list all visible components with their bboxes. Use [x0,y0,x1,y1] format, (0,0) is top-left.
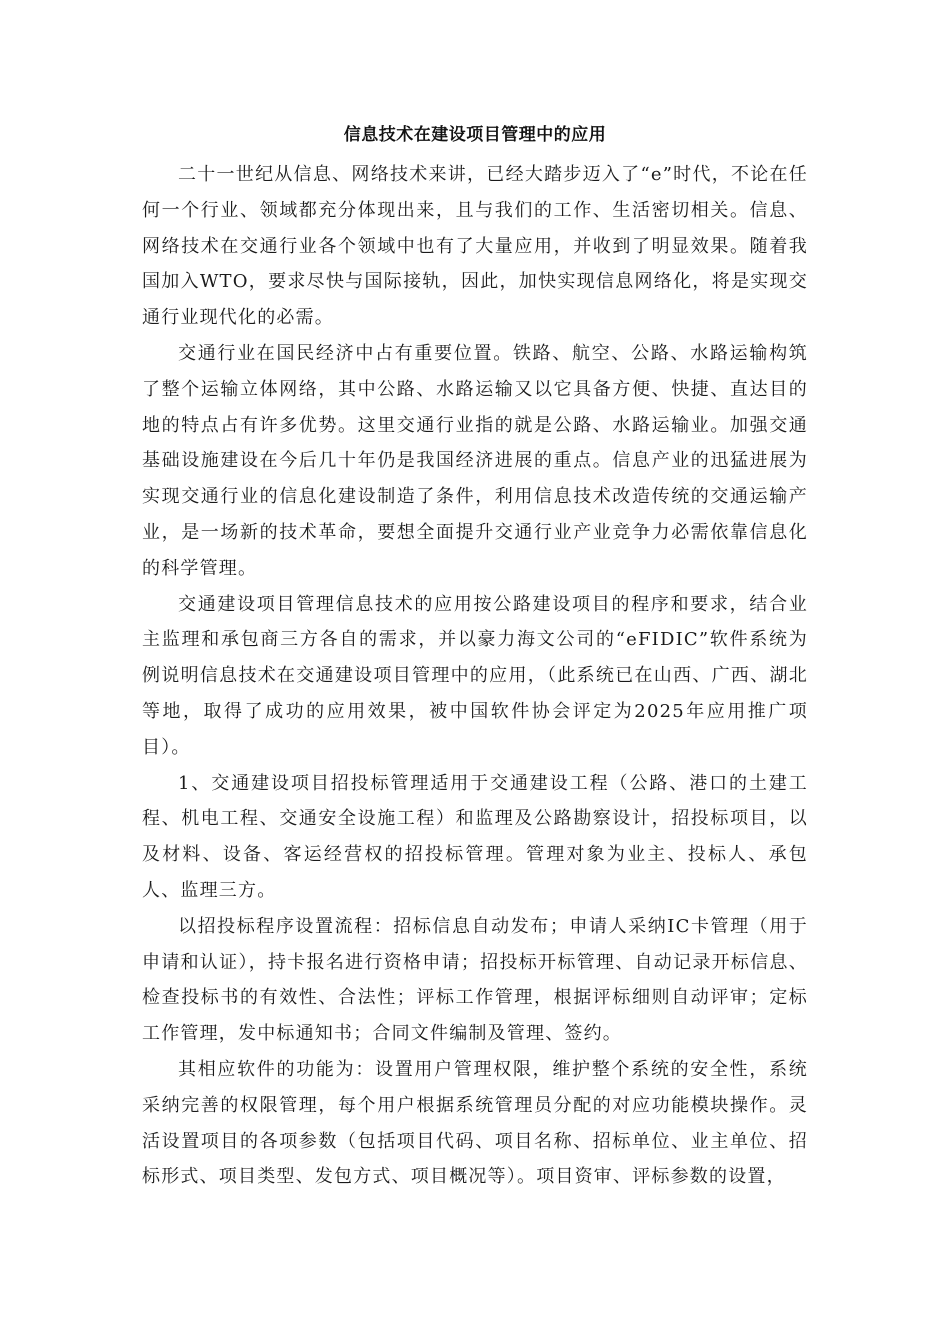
paragraph: 二十一世纪从信息、网络技术来讲，已经大踏步迈入了“e”时代，不论在任何一个行业、领域都充分体现出来，且与我们的工作、生活密切相关。信息、网络技术在交通行业各个领域中也有了大量应用，并收到了明显效果。随着我国加入WTO，要求尽快与国际接轨，因此，加快实现信息网络化，将是实现交通行业现代化的必需。 [142,164,808,329]
paragraph: 1、交通建设项目招投标管理适用于交通建设工程（公路、港口的土建工程、机电工程、交通安全设施工程）和监理及公路勘察设计，招投标项目，以及材料、设备、客运经营权的招投标管理。管理对象为业主、投标人、承包人、监理三方。 [142,772,808,901]
paragraph: 交通行业在国民经济中占有重要位置。铁路、航空、公路、水路运输构筑了整个运输立体网络，其中公路、水路运输又以它具备方便、快捷、直达目的地的特点占有许多优势。这里交通行业指的就是公路、水路运输业。加强交通基础设施建设在今后几十年仍是我国经济进展的重点。信息产业的迅猛进展为实现交通行业的信息化建设制造了条件，利用信息技术改造传统的交通运输产业，是一场新的技术革命，要想全面提升交通行业产业竞争力必需依靠信息化的科学管理。 [142,342,808,579]
document-body [142,157,808,1195]
document-title: 信息技术在建设项目管理中的应用 [343,125,607,145]
paragraph: 其相应软件的功能为：设置用户管理权限，维护整个系统的安全性，系统采纳完善的权限管理，每个用户根据系统管理员分配的对应功能模块操作。灵活设置项目的各项参数（包括项目代码、项目名称、招标单位、业主单位、招标形式、项目类型、发包方式、项目概况等）。项目资审、评标参数的设置， [142,1058,808,1188]
paragraph: 以招投标程序设置流程：招标信息自动发布；申请人采纳IC卡管理（用于申请和认证），持卡报名进行资格申请；招投标开标管理、自动记录开标信息、检查投标书的有效性、合法性；评标工作管理，根据评标细则自动评审；定标工作管理，发中标通知书；合同文件编制及管理、签约。 [142,915,808,1045]
paragraph: 交通建设项目管理信息技术的应用按公路建设项目的程序和要求，结合业主监理和承包商三方各自的需求，并以豪力海文公司的“eFIDIC”软件系统为例说明信息技术在交通建设项目管理中的应用，（此系统已在山西、广西、湖北等地，取得了成功的应用效果，被中国软件协会评定为2025年应用推广项目）。 [142,593,808,758]
